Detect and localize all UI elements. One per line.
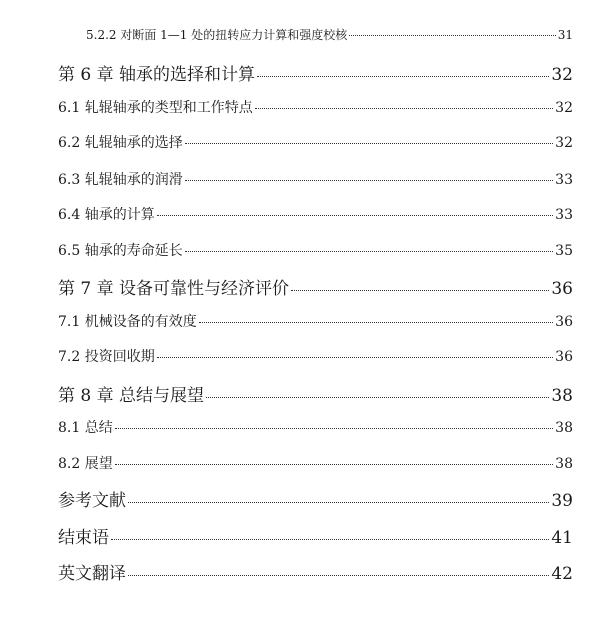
toc-entry-title: 8.1 总结 (58, 420, 113, 436)
toc-entry-6-1[interactable] (58, 97, 573, 117)
toc-entry-translation[interactable] (58, 559, 573, 584)
dot-leader (291, 290, 549, 291)
toc-entry-7-1[interactable] (58, 311, 573, 331)
toc-entry-page: 31 (557, 28, 573, 42)
toc-entry-title: 第 7 章 设备可靠性与经济评价 (58, 279, 290, 299)
toc-entry-5-2-2[interactable] (86, 26, 573, 43)
toc-entry-page: 38 (555, 456, 573, 472)
toc-entry-6-4[interactable] (58, 204, 573, 224)
dot-leader (199, 322, 553, 323)
toc-entry-title: 第 8 章 总结与展望 (58, 386, 205, 406)
toc-entry-references[interactable] (58, 486, 573, 511)
toc-entry-title: 7.1 机械设备的有效度 (58, 314, 197, 330)
toc-entry-title: 6.3 轧辊轴承的润滑 (58, 172, 183, 188)
toc-entry-8-1[interactable] (58, 417, 573, 437)
toc-entry-page: 36 (555, 314, 573, 330)
toc-entry-page: 33 (555, 172, 573, 188)
toc-entry-chapter-7[interactable] (58, 274, 573, 299)
toc-entry-6-2[interactable] (58, 132, 573, 152)
toc-entry-6-3[interactable] (58, 169, 573, 189)
dot-leader (185, 143, 553, 144)
toc-entry-page: 38 (555, 420, 573, 436)
dot-leader (206, 397, 549, 398)
toc-entry-6-5[interactable] (58, 240, 573, 260)
toc-entry-title: 参考文献 (58, 491, 126, 511)
dot-leader (128, 502, 549, 503)
toc-entry-conclusion[interactable] (58, 523, 573, 548)
toc-entry-title: 6.1 轧辊轴承的类型和工作特点 (58, 100, 253, 116)
toc-entry-title: 7.2 投资回收期 (58, 349, 155, 365)
toc-entry-title: 6.2 轧辊轴承的选择 (58, 135, 183, 151)
toc-entry-page: 32 (551, 65, 573, 85)
toc-entry-8-2[interactable] (58, 453, 573, 473)
toc-entry-page: 36 (551, 279, 573, 299)
toc-entry-title: 6.4 轴承的计算 (58, 207, 155, 223)
toc-entry-page: 33 (555, 207, 573, 223)
toc-entry-page: 32 (555, 100, 573, 116)
dot-leader (115, 428, 553, 429)
dot-leader (128, 575, 549, 576)
toc-entry-chapter-6[interactable] (58, 60, 573, 85)
toc-entry-title: 英文翻译 (58, 564, 126, 584)
dot-leader (111, 539, 549, 540)
toc-entry-page: 42 (551, 564, 573, 584)
dot-leader (349, 35, 555, 36)
toc-entry-title: 第 6 章 轴承的选择和计算 (58, 65, 256, 85)
toc-entry-title: 结束语 (58, 528, 109, 548)
toc-entry-page: 39 (551, 491, 573, 511)
toc-entry-page: 38 (551, 386, 573, 406)
toc-entry-7-2[interactable] (58, 346, 573, 366)
toc-entry-page: 35 (555, 243, 573, 259)
dot-leader (257, 76, 549, 77)
toc-entry-title: 8.2 展望 (58, 456, 113, 472)
dot-leader (185, 180, 553, 181)
toc-entry-page: 41 (551, 528, 573, 548)
dot-leader (255, 108, 553, 109)
dot-leader (185, 251, 553, 252)
dot-leader (157, 357, 553, 358)
toc-entry-page: 36 (555, 349, 573, 365)
dot-leader (115, 464, 553, 465)
dot-leader (157, 215, 553, 216)
toc-entry-page: 32 (555, 135, 573, 151)
toc-entry-chapter-8[interactable] (58, 381, 573, 406)
toc-entry-title: 6.5 轴承的寿命延长 (58, 243, 183, 259)
toc-entry-title: 5.2.2 对断面 1—1 处的扭转应力计算和强度校核 (86, 28, 348, 42)
